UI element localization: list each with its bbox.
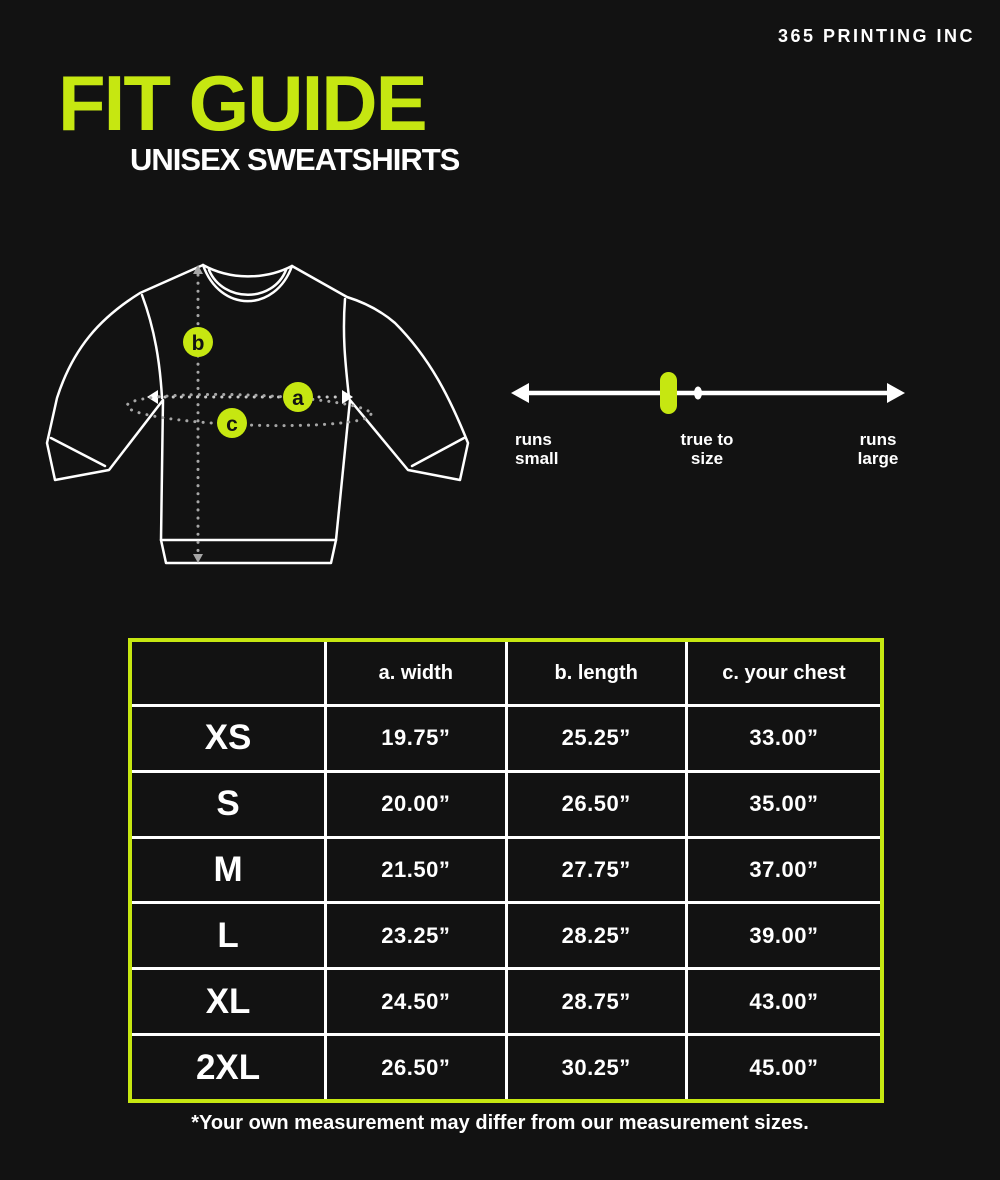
scale-arrow-left [511, 383, 529, 403]
runs-large-line2: large [857, 449, 899, 468]
width-value: 21.50” [327, 839, 504, 902]
size-label: L [132, 904, 324, 967]
width-value: 24.50” [327, 970, 504, 1033]
runs-small-line1: runs [515, 430, 552, 449]
size-chart-table [128, 638, 884, 1103]
size-label: XS [132, 707, 324, 770]
header-cell-empty [132, 642, 324, 704]
length-arrow-bottom [193, 554, 203, 563]
page-subtitle: UNISEX SWEATSHIRTS [130, 142, 460, 177]
scale-dot [694, 387, 702, 400]
fit-scale [505, 368, 915, 498]
page-title: FIT GUIDE [58, 59, 426, 147]
size-label: S [132, 773, 324, 836]
brand-name: 365 PRINTING INC [777, 26, 975, 46]
width-value: 23.25” [327, 904, 504, 967]
fit-scale-arrow [505, 368, 915, 420]
size-label: XL [132, 970, 324, 1033]
chest-value: 45.00” [688, 1036, 880, 1099]
true-to-size-indicator [660, 372, 677, 414]
width-value: 19.75” [327, 707, 504, 770]
length-value: 26.50” [508, 773, 685, 836]
width-arrow-left [147, 390, 158, 404]
true-to-size-line1: true to [680, 430, 734, 449]
size-label: 2XL [132, 1036, 324, 1099]
length-value: 28.75” [508, 970, 685, 1033]
marker-c-letter: c [226, 413, 238, 436]
width-value: 20.00” [327, 773, 504, 836]
header-cell-width: a. width [327, 642, 504, 704]
length-value: 30.25” [508, 1036, 685, 1099]
chest-value: 35.00” [688, 773, 880, 836]
marker-a-letter: a [292, 387, 304, 410]
runs-small-line2: small [515, 449, 559, 468]
runs-large-label [858, 430, 899, 468]
sweatshirt-diagram [35, 248, 505, 588]
chest-value: 39.00” [688, 904, 880, 967]
header-cell-length: b. length [508, 642, 685, 704]
chest-value: 33.00” [688, 707, 880, 770]
measurement-disclaimer: *Your own measurement may differ from our measurement sizes. [191, 1112, 809, 1134]
chest-value: 43.00” [688, 970, 880, 1033]
runs-small-label [515, 430, 558, 468]
scale-arrow-right [887, 383, 905, 403]
true-to-size-line2: size [690, 449, 724, 468]
header-cell-chest: c. your chest [688, 642, 880, 704]
length-value: 25.25” [508, 707, 685, 770]
marker-b-letter: b [191, 332, 205, 355]
length-value: 28.25” [508, 904, 685, 967]
length-value: 27.75” [508, 839, 685, 902]
chest-value: 37.00” [688, 839, 880, 902]
size-label: M [132, 839, 324, 902]
true-to-size-label [681, 430, 734, 468]
sweatshirt-outline [47, 265, 468, 563]
runs-large-line1: runs [859, 430, 897, 449]
width-value: 26.50” [327, 1036, 504, 1099]
